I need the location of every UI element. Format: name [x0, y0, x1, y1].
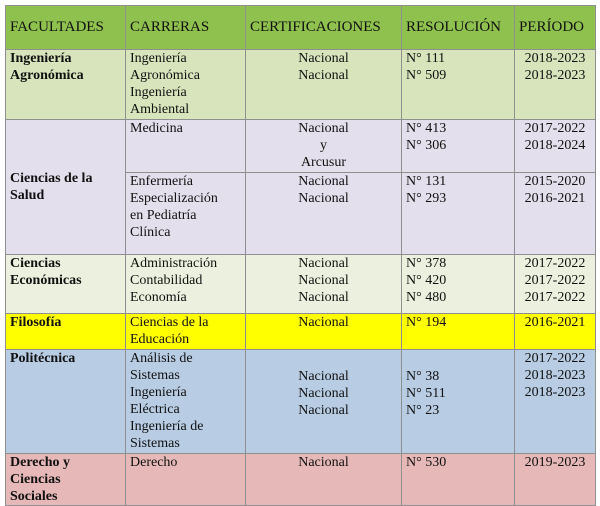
- facultad-salud: Ciencias de la Salud: [6, 120, 126, 255]
- header-periodo: PERÍODO: [515, 6, 596, 50]
- cert-agronomica: Nacional Nacional: [246, 50, 402, 120]
- resolucion-filosofia: N° 194: [402, 314, 515, 350]
- facultad-economicas: Ciencias Económicas: [6, 255, 126, 314]
- cert-salud-otras: Nacional Nacional: [246, 173, 402, 255]
- row-agronomica: [6, 50, 596, 120]
- header-certificaciones: CERTIFICACIONES: [246, 6, 402, 50]
- row-filosofia: [6, 314, 596, 350]
- carreras-derecho: Derecho: [126, 454, 246, 506]
- row-salud-medicina: [6, 120, 596, 173]
- row-economicas: [6, 255, 596, 314]
- carreras-economicas: Administración Contabilidad Economía: [126, 255, 246, 314]
- cert-derecho: Nacional: [246, 454, 402, 506]
- header-carreras: CARRERAS: [126, 6, 246, 50]
- resolucion-medicina: N° 413 N° 306: [402, 120, 515, 173]
- periodo-filosofia: 2016-2021: [515, 314, 596, 350]
- carreras-politecnica: Análisis de Sistemas Ingeniería Eléctrica Ingeniería de Sistemas: [126, 350, 246, 454]
- row-derecho: [6, 454, 596, 506]
- carreras-agronomica: Ingeniería Agronómica Ingeniería Ambiental: [126, 50, 246, 120]
- header-resolucion: RESOLUCIÓN: [402, 6, 515, 50]
- resolucion-agronomica: N° 111 N° 509: [402, 50, 515, 120]
- row-politecnica: [6, 350, 596, 454]
- resolucion-economicas: N° 378 N° 420 N° 480: [402, 255, 515, 314]
- carreras-filosofia: Ciencias de la Educación: [126, 314, 246, 350]
- periodo-politecnica: 2017-2022 2018-2023 2018-2023: [515, 350, 596, 454]
- cert-economicas: Nacional Nacional Nacional: [246, 255, 402, 314]
- header-facultades: FACULTADES: [6, 6, 126, 50]
- resolucion-salud-otras: N° 131 N° 293: [402, 173, 515, 255]
- accreditation-table: [5, 5, 596, 506]
- periodo-derecho: 2019-2023: [515, 454, 596, 506]
- periodo-agronomica: 2018-2023 2018-2023: [515, 50, 596, 120]
- cert-filosofia: Nacional: [246, 314, 402, 350]
- facultad-derecho: Derecho y Ciencias Sociales: [6, 454, 126, 506]
- periodo-salud-otras: 2015-2020 2016-2021: [515, 173, 596, 255]
- facultad-filosofia: Filosofía: [6, 314, 126, 350]
- cert-medicina: Nacional y Arcusur: [246, 120, 402, 173]
- facultad-politecnica: Politécnica: [6, 350, 126, 454]
- header-row: [6, 6, 596, 50]
- carreras-medicina: Medicina: [126, 120, 246, 173]
- periodo-medicina: 2017-2022 2018-2024: [515, 120, 596, 173]
- carreras-salud-otras: Enfermería Especialización en Pediatría Clínica: [126, 173, 246, 255]
- cert-politecnica: Nacional Nacional Nacional: [246, 350, 402, 454]
- resolucion-politecnica: N° 38 N° 511 N° 23: [402, 350, 515, 454]
- periodo-economicas: 2017-2022 2017-2022 2017-2022: [515, 255, 596, 314]
- facultad-agronomica: Ingeniería Agronómica: [6, 50, 126, 120]
- resolucion-derecho: N° 530: [402, 454, 515, 506]
